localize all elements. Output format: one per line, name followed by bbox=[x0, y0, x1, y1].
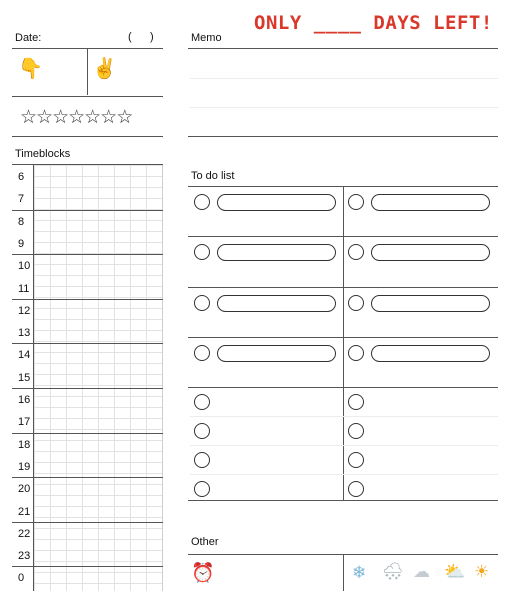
hour-label: 8 bbox=[18, 215, 25, 228]
hour-label: 12 bbox=[18, 304, 31, 317]
timeblock-pair-rule bbox=[12, 433, 163, 434]
timeblock-pair-rule bbox=[12, 343, 163, 344]
todo-checkbox[interactable] bbox=[194, 244, 210, 260]
todo-bottom-rule bbox=[188, 500, 498, 501]
memo-top-rule bbox=[188, 48, 498, 49]
todo-checkbox[interactable] bbox=[194, 394, 210, 410]
other-divider bbox=[343, 555, 344, 591]
todo-checkbox[interactable] bbox=[194, 345, 210, 361]
todo-block-rule bbox=[188, 387, 498, 388]
sun-behind-cloud-icon[interactable]: ⛅ bbox=[444, 562, 466, 581]
timeblock-pair-rule bbox=[12, 522, 163, 523]
hour-label: 14 bbox=[18, 349, 31, 362]
hour-label: 23 bbox=[18, 550, 31, 563]
todo-entry-field[interactable] bbox=[371, 295, 490, 312]
todo-checkbox[interactable] bbox=[348, 295, 364, 311]
todo-entry-field[interactable] bbox=[371, 345, 490, 362]
hour-label: 17 bbox=[18, 416, 31, 429]
todo-column-divider bbox=[343, 187, 344, 501]
sun-icon[interactable]: ☀ bbox=[474, 562, 490, 581]
hour-label: 19 bbox=[18, 460, 31, 473]
timeblock-pair-rule bbox=[12, 210, 163, 211]
date-paren[interactable]: ( ) bbox=[128, 31, 154, 43]
todo-checkbox[interactable] bbox=[194, 295, 210, 311]
hour-label: 13 bbox=[18, 327, 31, 340]
todo-checkbox[interactable] bbox=[348, 452, 364, 468]
memo-line bbox=[190, 107, 498, 108]
cloud-icon[interactable]: ☁ bbox=[413, 562, 430, 581]
todo-entry-field[interactable] bbox=[371, 194, 490, 211]
memo-line bbox=[190, 78, 498, 79]
todo-checkbox[interactable] bbox=[348, 423, 364, 439]
snowflake-icon[interactable]: ❄ bbox=[352, 563, 367, 582]
mood-underline bbox=[12, 96, 163, 97]
todo-checkbox[interactable] bbox=[348, 394, 364, 410]
hour-label: 21 bbox=[18, 505, 31, 518]
todo-faint-rule bbox=[190, 416, 498, 417]
timeblock-right-edge bbox=[162, 165, 163, 591]
other-label: Other bbox=[191, 536, 219, 548]
todo-entry-field[interactable] bbox=[217, 345, 336, 362]
todo-checkbox[interactable] bbox=[348, 345, 364, 361]
todo-faint-rule bbox=[190, 474, 498, 475]
hour-label: 16 bbox=[18, 394, 31, 406]
todo-checkbox[interactable] bbox=[194, 423, 210, 439]
todo-checkbox[interactable] bbox=[194, 452, 210, 468]
rating-underline bbox=[12, 136, 163, 137]
date-label: Date: bbox=[15, 32, 42, 44]
pointing-down-hand-icon[interactable]: 👇 bbox=[18, 58, 43, 80]
timeblock-pair-rule bbox=[12, 299, 163, 300]
timeblock-pair-rule bbox=[12, 477, 163, 478]
timeblock-pair-rule bbox=[12, 254, 163, 255]
timeblock-grid[interactable] bbox=[34, 165, 162, 591]
todo-block-rule bbox=[188, 287, 498, 288]
hour-label: 10 bbox=[18, 260, 31, 273]
todo-entry-field[interactable] bbox=[217, 244, 336, 261]
timeblock-hour-divider bbox=[33, 165, 34, 591]
hour-label: 9 bbox=[18, 237, 25, 250]
mood-divider bbox=[87, 49, 88, 95]
hour-label: 6 bbox=[18, 171, 25, 183]
star-rating[interactable]: ☆☆☆☆☆☆☆ bbox=[20, 107, 133, 128]
hour-label: 22 bbox=[18, 527, 31, 540]
todo-block-rule bbox=[188, 236, 498, 237]
days-left-headline: ONLY ____ DAYS LEFT! bbox=[254, 12, 493, 34]
hour-label: 7 bbox=[18, 193, 25, 206]
hour-label: 15 bbox=[18, 371, 31, 384]
hour-label: 20 bbox=[18, 483, 31, 496]
timeblock-pair-rule bbox=[12, 566, 163, 567]
timeblocks-label: Timeblocks bbox=[15, 148, 71, 160]
todo-label: To do list bbox=[191, 170, 235, 182]
todo-checkbox[interactable] bbox=[348, 481, 364, 497]
snow-cloud-icon[interactable]: 🌨 bbox=[382, 562, 404, 581]
hour-label: 0 bbox=[18, 572, 25, 585]
todo-checkbox[interactable] bbox=[194, 194, 210, 210]
hour-label: 18 bbox=[18, 438, 31, 451]
alarm-clock-icon[interactable]: ⏰ bbox=[191, 563, 215, 584]
todo-block-rule bbox=[188, 337, 498, 338]
todo-entry-field[interactable] bbox=[217, 295, 336, 312]
todo-checkbox[interactable] bbox=[348, 194, 364, 210]
todo-entry-field[interactable] bbox=[371, 244, 490, 261]
todo-checkbox[interactable] bbox=[194, 481, 210, 497]
todo-faint-rule bbox=[190, 445, 498, 446]
memo-bottom-rule bbox=[188, 136, 498, 137]
victory-hand-icon[interactable]: ✌ bbox=[92, 58, 117, 80]
hour-label: 11 bbox=[18, 282, 30, 295]
todo-checkbox[interactable] bbox=[348, 244, 364, 260]
timeblock-pair-rule bbox=[12, 388, 163, 389]
memo-label: Memo bbox=[191, 32, 222, 44]
todo-entry-field[interactable] bbox=[217, 194, 336, 211]
